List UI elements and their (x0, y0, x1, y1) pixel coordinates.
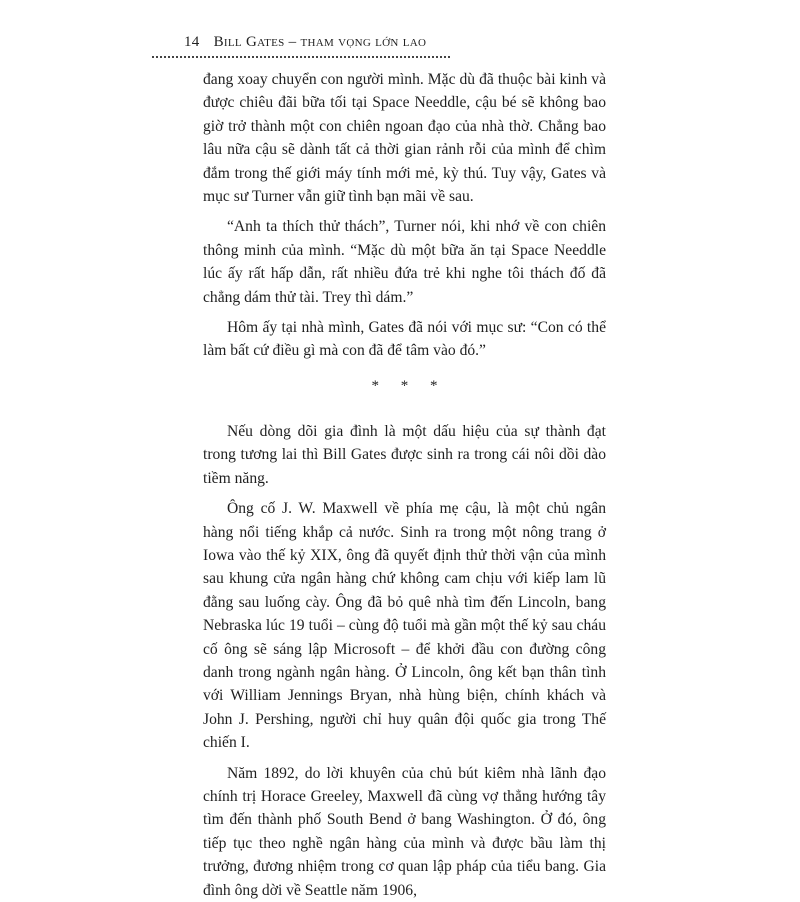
header-dotted-rule (152, 56, 450, 58)
paragraph-3: Hôm ấy tại nhà mình, Gates đã nói với mục sư: “Con có thể làm bất cứ điều gì mà con đã để tâm vào đó.” (203, 319, 606, 360)
book-title: Bill Gates – tham vọng lớn lao (213, 34, 427, 50)
running-head (152, 34, 452, 56)
paragraph-1: đang xoay chuyển con người mình. Mặc dù đã thuộc bài kinh và được chiêu đãi bữa tối tại Space Needdle, cậu bé sẽ không bao giờ trở thành một con chiên ngoan đạo của nhà thờ. Chẳng bao lâu nữa cậu sẽ dành tất cả thời gian rảnh rỗi của mình để chìm đắm trong thế giới máy tính mới mẻ, kỳ thú. Tuy vậy, Gates và mục sư Turner vẫn giữ tình bạn mãi về sau. (203, 71, 606, 206)
page-body (203, 68, 606, 902)
section-break: * * * (371, 377, 447, 394)
paragraph-5: Ông cố J. W. Maxwell về phía mẹ cậu, là một chủ ngân hàng nổi tiếng khắp cả nước. Sinh ra trong một nông trang ở Iowa vào thế kỷ XIX, ông đã quyết định thử thời vận của mình sau khung cửa ngân hàng chứ không cam chịu với kiếp lam lũ đằng sau luống cày. Ông đã bỏ quê nhà tìm đến Lincoln, bang Nebraska lúc 19 tuổi – cùng độ tuổi mà gần một thế kỷ sau cháu cố ông sẽ sáng lập Microsoft – để khởi đầu con đường công danh trong ngành ngân hàng. Ở Lincoln, ông kết bạn thân tình với William Jennings Bryan, nhà hùng biện, chính khách và John J. Pershing, người chỉ huy quân đội quốc gia trong Thế chiến I. (203, 500, 606, 752)
page-number: 14 (184, 34, 200, 50)
paragraph-2: “Anh ta thích thử thách”, Turner nói, khi nhớ về con chiên thông minh của mình. “Mặc dù một bữa ăn tại Space Needdle lúc ấy rất hấp dẫn, rất nhiều đứa trẻ khi nghe tôi thách đố đã chẳng dám thử tài. Trey thì dám.” (203, 218, 606, 306)
paragraph-4: Nếu dòng dõi gia đình là một dấu hiệu của sự thành đạt trong tương lai thì Bill Gates được sinh ra trong cái nôi dồi dào tiềm năng. (203, 422, 606, 487)
paragraph-6: Năm 1892, do lời khuyên của chủ bút kiêm nhà lãnh đạo chính trị Horace Greeley, Maxwell đã cùng vợ thẳng hướng tây tìm đến thành phố South Bend ở bang Washington. Ở đó, ông tiếp tục theo nghề ngân hàng của mình và được bầu làm thị trưởng, đương nhiệm trong cơ quan lập pháp của tiểu bang. Gia đình ông dời về Seattle năm 1906, (203, 764, 606, 899)
